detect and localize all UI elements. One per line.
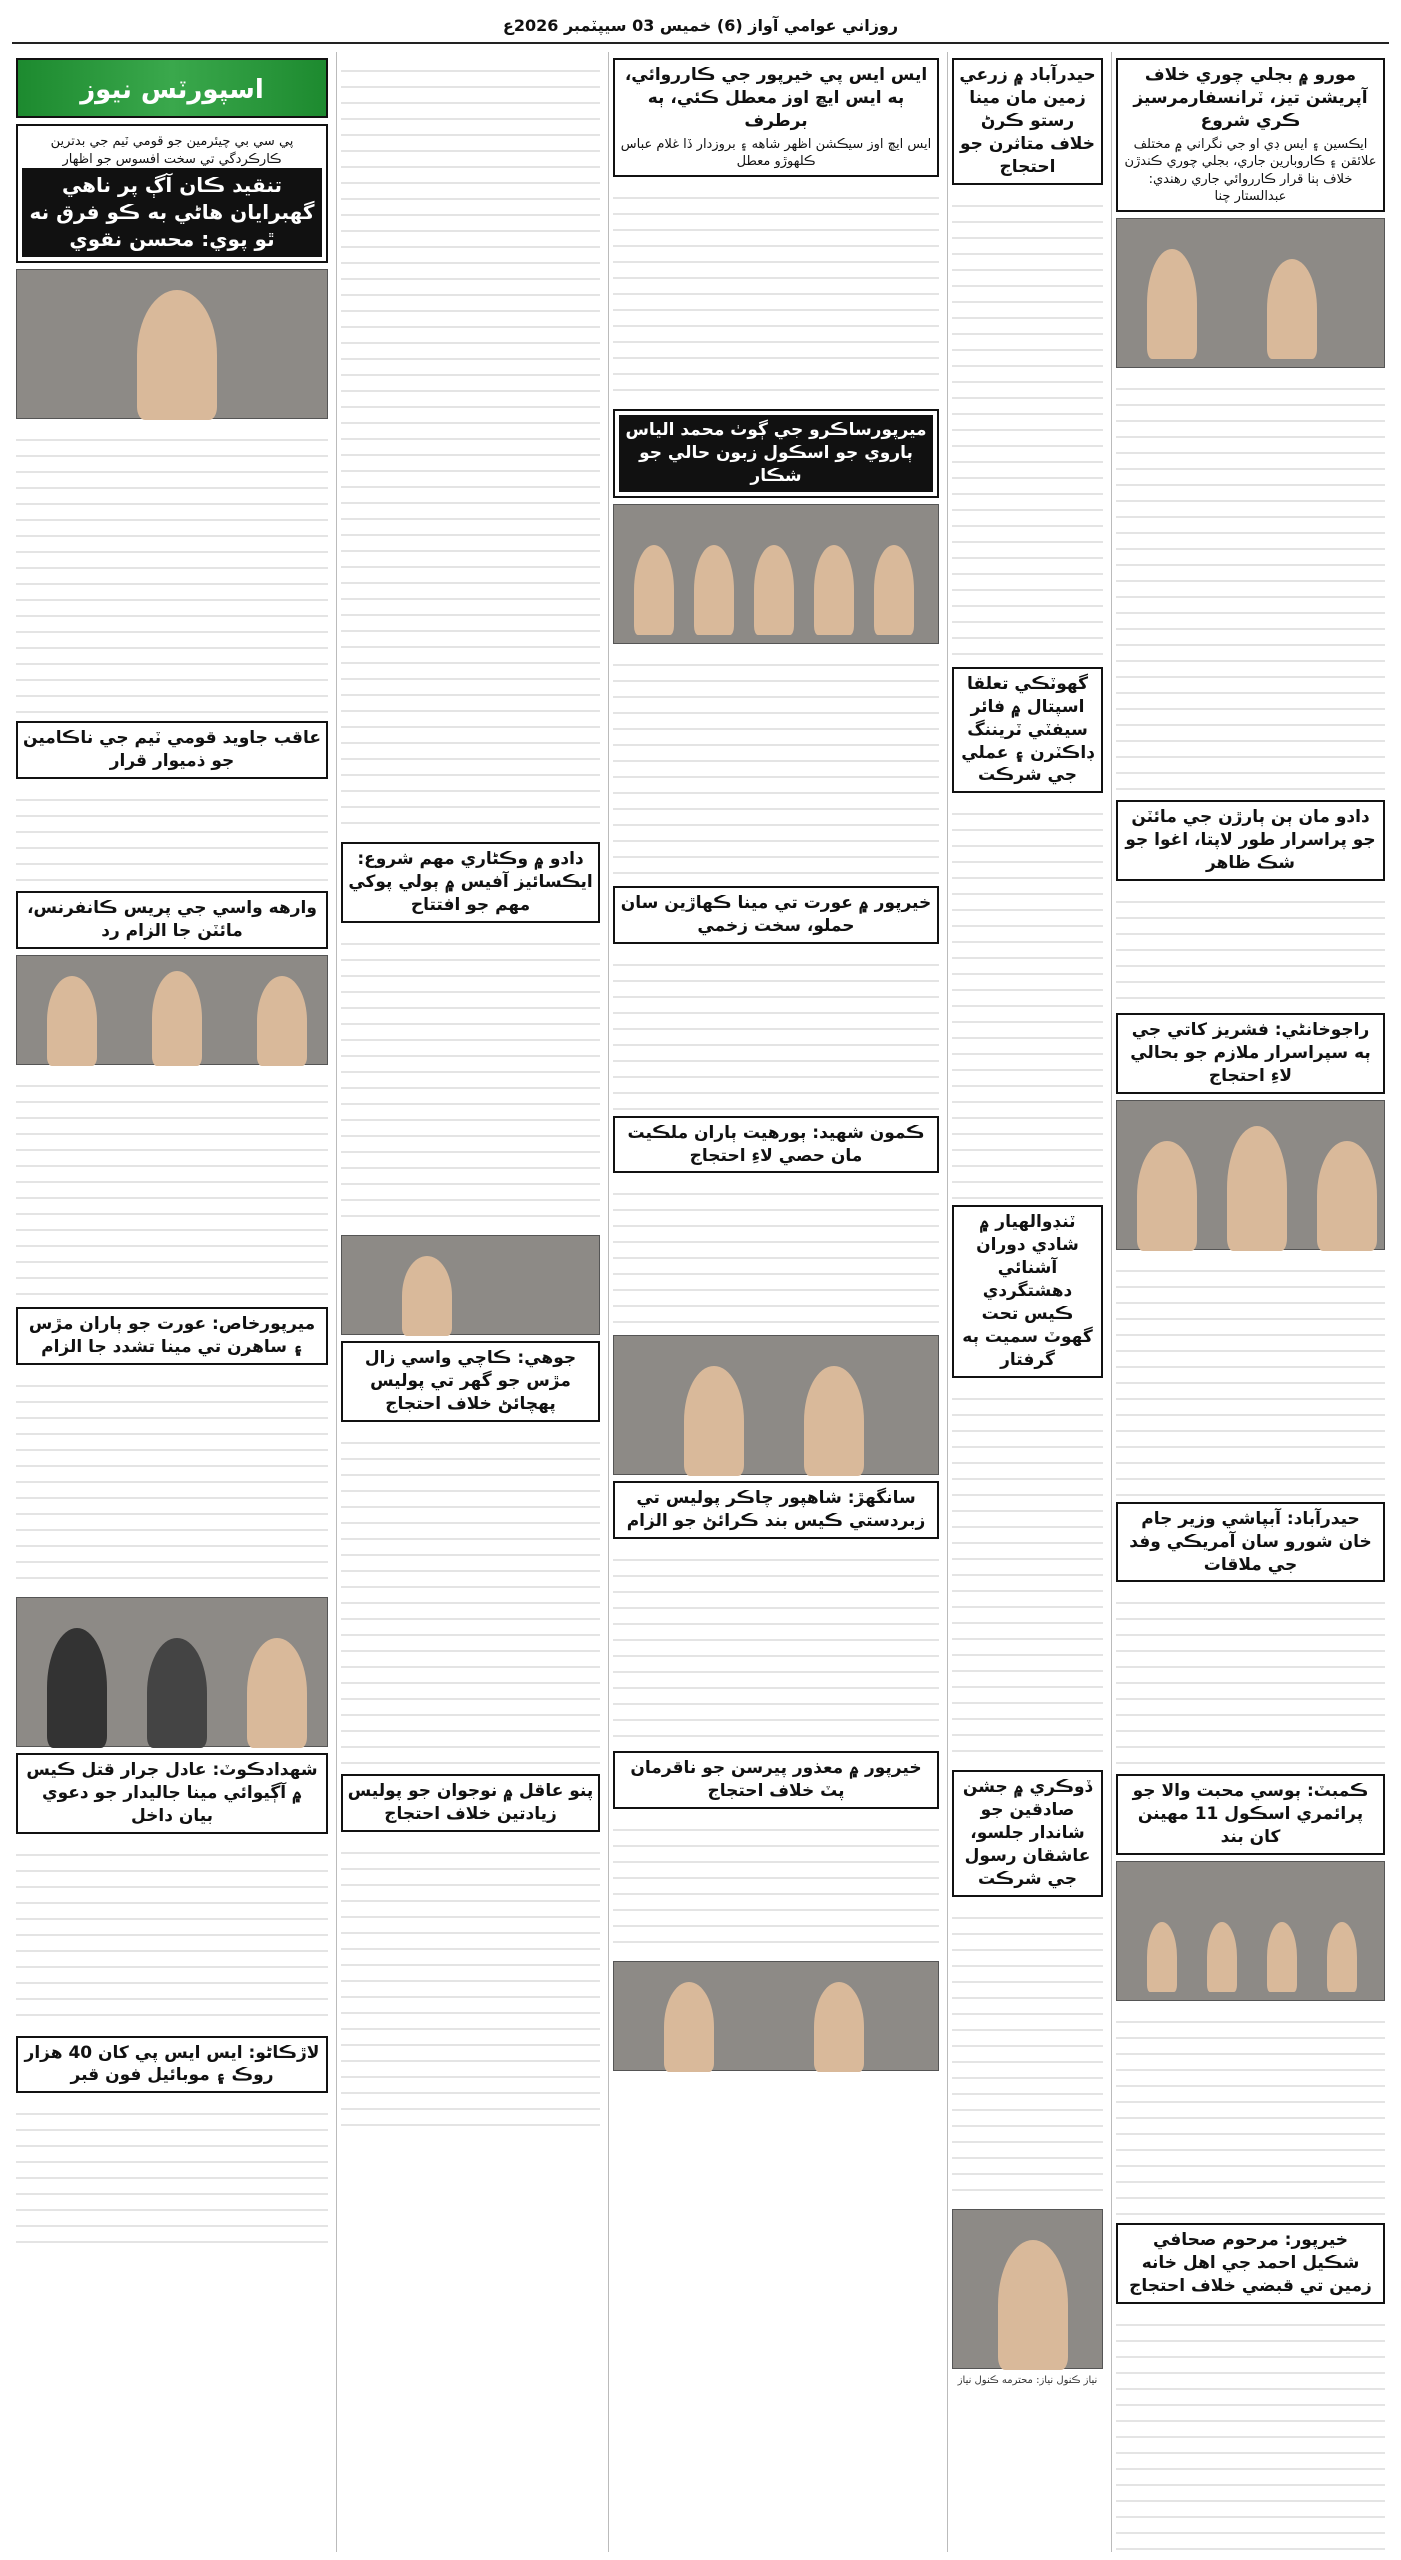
story-20-photo	[16, 269, 328, 419]
story-20	[16, 124, 328, 263]
story-18-photo	[341, 1235, 600, 1335]
story-5-photo	[1116, 1861, 1385, 2001]
story-12	[613, 409, 939, 498]
story-21-body	[16, 785, 328, 885]
story-16	[613, 1751, 939, 1809]
story-16-body	[613, 1815, 939, 1955]
story-5-body	[1116, 2007, 1385, 2217]
story-16-headline: خيرپور ۾ معذور پيرسن جو ناقرمان پٽ خلاف احتجاج	[630, 1758, 922, 1802]
story-9-body	[952, 1384, 1103, 1764]
newspaper-masthead: روزاني عوامي آواز (6) خميس 03 سيپٽمبر 2026ع	[12, 8, 1389, 44]
column-4	[336, 52, 604, 2552]
story-12-photo	[613, 504, 939, 644]
story-25-headline: لاڙڪاڻو: ايس ايس پي کان 40 هزار روڪ ۽ موبائيل فون قبر	[24, 2042, 320, 2086]
story-2-body	[1116, 887, 1385, 1007]
story-15-headline: سانگهڙ: شاهپور چاڪر پوليس تي زبردستي ڪيس بند ڪرائڻ جو الزام	[626, 1488, 926, 1532]
story-7	[952, 58, 1103, 185]
story-18-body	[341, 1428, 600, 1768]
story-11-subheadline: ايس ايڇ اوز سيڪشن اظهر شاهه ۽ بروزدار ڏا غلام عباس ڪلهوڙو معطل	[620, 136, 932, 170]
story-1-photo	[1116, 218, 1385, 368]
story-20-headline: تنقيد ڪان آڳ پر ناهي گهبرايان هاڻي به ڪو فرق نه ٿو پوي: محسن نقوي	[22, 168, 322, 257]
story-12-body	[613, 650, 939, 880]
story-9	[952, 1205, 1103, 1378]
story-25-body	[16, 2099, 328, 2249]
story-1-body	[1116, 374, 1385, 794]
story-4-headline: حيدرآباد: آبپاشي وزير جام خان شورو سان آمريڪي وفد جي ملاقات	[1129, 1508, 1372, 1575]
story-11	[613, 58, 939, 177]
story-24-headline: شهدادڪوٽ: عادل جرار قتل ڪيس ۾ آڳيوائي مينا جاليدار جو دعوي بيان داخل	[26, 1759, 318, 1826]
story-15-photo	[613, 1335, 939, 1475]
story-11-body	[613, 183, 939, 403]
story-7-body	[952, 191, 1103, 661]
story-10-headline: ڏوڪري ۾ جشن صادقين جو شاندار جلسو، عاشقان رسول جي شرڪت	[962, 1776, 1093, 1889]
story-8	[952, 667, 1103, 794]
column-1	[1111, 52, 1389, 2552]
story-25	[16, 2036, 328, 2094]
story-22-headline: وارهه واسي جي پريس ڪانفرنس، مائٽن جا الزام رد	[27, 897, 317, 941]
story-18	[341, 1341, 600, 1422]
story-4-body	[1116, 1588, 1385, 1768]
story-4	[1116, 1502, 1385, 1583]
story-12-headline: ميرپورساڪرو جي ڳوٺ محمد الياس ٻاروي جو اسڪول زبون حالي جو شڪار	[619, 415, 933, 492]
story-19	[341, 1774, 600, 1832]
story-17-headline: دادو ۾ وڪڻاري مهم شروع: ايڪسائيز آفيس ۾ ٻولي پوکي مهم جو افتتاح	[348, 849, 593, 915]
story-15	[613, 1481, 939, 1539]
story-14	[613, 1116, 939, 1174]
story-14-headline: ڪمون شهيد: ٻورهيت ٻاران ملڪيت مان حصي لاءِ احتجاج	[627, 1122, 925, 1166]
story-20-subheadline: پي سي بي چيئرمين جو قومي ٽيم جي بدترين ڪارڪردگي تي سخت افسوس جو اظهار	[50, 134, 294, 167]
story-24	[16, 1753, 328, 1834]
story-6-headline: خيرپور: مرحوم صحافي شڪيل احمد جي اهل خانه زمين تي قبضي خلاف احتجاج	[1129, 2230, 1372, 2297]
column-5	[12, 52, 332, 2552]
portrait-caption: نياز ڪنول نياز: محترمه ڪنول نياز	[957, 2374, 1098, 2386]
story-1	[1116, 58, 1385, 212]
story-3-photo	[1116, 1100, 1385, 1250]
story-11-headline: ايس ايس پي خيرپور جي ڪارروائي، ٻه ايس ايڇ اوز معطل ڪئي، ٻه برطرف	[624, 65, 928, 131]
story-1-subheadline: ايڪسين ۽ ايس ڊي او جي نگراني ۾ مختلف علائقن ۽ ڪاروبارين جاري، بجلي چوري ڪندڙن خلاف ٻنا قرار ڪارروائي جاري رهندي: عبدالستار چنا	[1124, 136, 1377, 205]
story-16-photo	[613, 1961, 939, 2071]
story-23-body	[16, 1371, 328, 1591]
story-6-body	[1116, 2310, 1385, 2552]
story-19-headline: پنو عاقل ۾ نوجوان جو پوليس زيادتين خلاف احتجاج	[347, 1780, 594, 1824]
story-8-body	[952, 799, 1103, 1199]
story-15-body	[613, 1545, 939, 1745]
story-6	[1116, 2223, 1385, 2304]
story-24-body	[16, 1840, 328, 2030]
story-22	[16, 891, 328, 949]
story-23-headline: ميرپورخاص: عورت جو ٻاران مڙس ۽ ساهرن تي مينا تشدد جا الزام	[28, 1313, 316, 1357]
column-2	[947, 52, 1107, 2552]
story-17	[341, 842, 600, 923]
story-3	[1116, 1013, 1385, 1094]
story-9-headline: ٽنڊوالهيار ۾ شادي دوران آشنائي دهشتگردي ڪيس تحت گهوٽ سميت ٻه گرفتار	[962, 1212, 1093, 1370]
story-8-headline: گهوٽڪي تعلقا اسپتال ۾ فائر سيفٽي ٽريننگ ڊاڪٽرن ۽ عملي جي شرڪت	[961, 673, 1094, 786]
story-21-headline: عاقب جاويد قومي ٽيم جي ناڪامين جو ذميوار قرار	[23, 728, 321, 772]
story-21	[16, 721, 328, 779]
story-13-headline: خيرپور ۾ عورت تي مينا ڪهاڙين سان حملو، سخت زخمي	[620, 892, 932, 936]
sports-news-banner: اسپورٽس نيوز	[16, 58, 328, 118]
story-5-headline: ڪمبٽ: ٻوسي محبت والا جو پرائمري اسڪول 11 مهينن کان بند	[1132, 1781, 1369, 1848]
newspaper-page	[12, 52, 1389, 2552]
story-13-body	[613, 950, 939, 1110]
story-22-body	[16, 1071, 328, 1301]
story-1-headline: مورو ۾ بجلي چوري خلاف آپريشن تيز، ٽرانسفارمرسيز ڪري شروع	[1133, 65, 1368, 131]
story-13	[613, 886, 939, 944]
column-3	[608, 52, 943, 2552]
story-20-body	[16, 425, 328, 715]
story-17-body-2	[341, 929, 600, 1229]
story-23	[16, 1307, 328, 1365]
story-10-body	[952, 1903, 1103, 2203]
story-2	[1116, 800, 1385, 881]
story-3-body	[1116, 1256, 1385, 1496]
story-19-body	[341, 1838, 600, 2138]
story-7-headline: حيدرآباد ۾ زرعي زمين مان مينا رستو ڪرڻ خلاف متاثرن جو احتجاج	[959, 65, 1096, 177]
story-3-headline: راجوخانڻي: فشريز کاتي جي ٻه سپراسرار ملازم جو بحالي لاءِ احتجاج	[1130, 1019, 1371, 1086]
story-24-photo	[16, 1597, 328, 1747]
story-5	[1116, 1774, 1385, 1855]
story-10	[952, 1770, 1103, 1897]
story-17-body	[341, 56, 600, 836]
story-22-photo	[16, 955, 328, 1065]
story-2-headline: دادو مان ٻن ٻارڙن جي مائٽن جو پراسرار طور لاپتا، اغوا جو شڪ ظاهر	[1125, 807, 1376, 873]
story-18-headline: جوهي: ڪاچي واسي زال مڙس جو گهر تي پوليس پهچائڻ خلاف احتجاج	[364, 1347, 577, 1414]
story-14-body	[613, 1179, 939, 1329]
portrait-photo	[952, 2209, 1103, 2369]
